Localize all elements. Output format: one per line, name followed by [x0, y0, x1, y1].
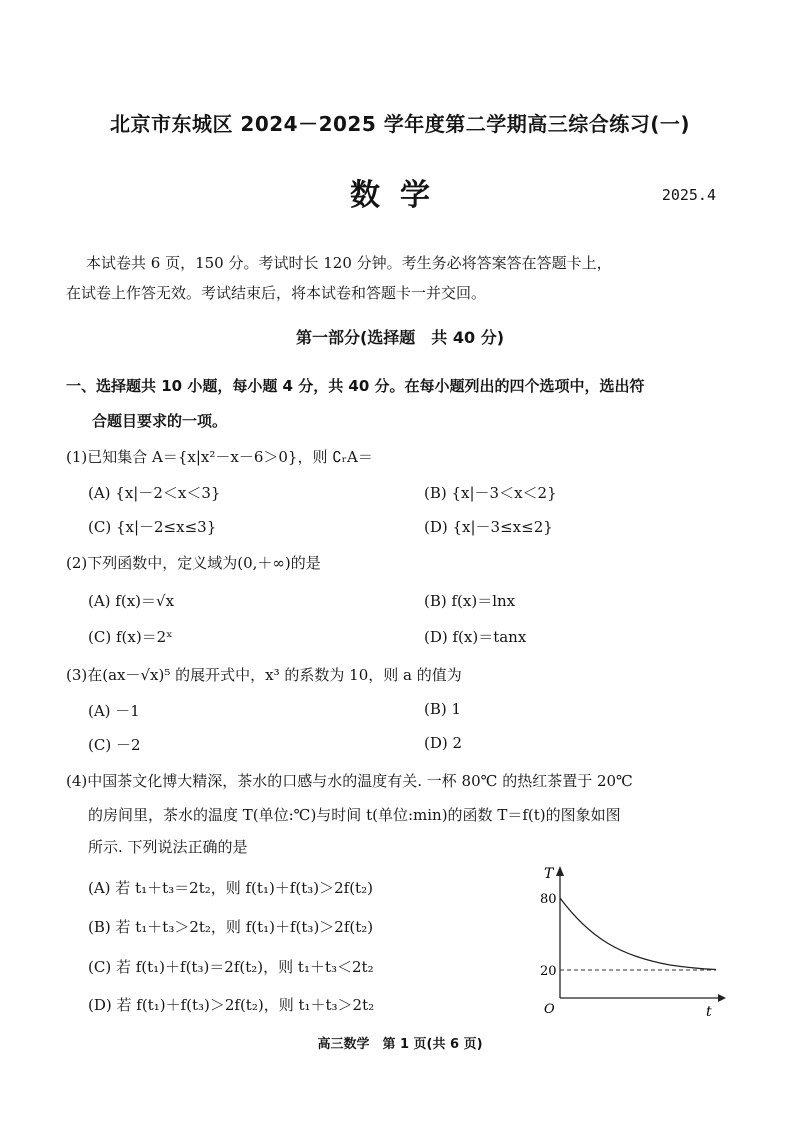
q1-option-a: (A) {x|－2＜x＜3}: [88, 484, 221, 502]
q2-option-d: (D) f(x)＝tanx: [424, 628, 527, 646]
q1-stem: (1)已知集合 A＝{x|x²－x－6＞0}，则 ∁ᵣA＝: [66, 448, 373, 466]
subject-title: 数学: [350, 178, 450, 213]
q4-stem-line-2: 的房间里，茶水的温度 T(单位:℃)与时间 t(单位:min)的函数 T＝f(t)的图象如图: [88, 806, 621, 824]
y-axis-arrow-icon: [556, 866, 564, 876]
q1-option-b: (B) {x|－3＜x＜2}: [424, 484, 557, 502]
q3-option-d: (D) 2: [424, 734, 463, 752]
q2-option-a: (A) f(x)＝√x: [88, 592, 175, 610]
q2-option-b: (B) f(x)＝lnx: [424, 592, 516, 610]
y-axis-label: T: [544, 866, 554, 882]
exam-title: 北京市东城区 2024－2025 学年度第二学期高三综合练习(一): [109, 112, 691, 136]
cooling-curve: [560, 898, 716, 970]
origin-label: O: [544, 1002, 555, 1017]
q3-option-b: (B) 1: [424, 700, 462, 718]
q4-option-c: (C) 若 f(t₁)＋f(t₃)＝2f(t₂)，则 t₁＋t₃＜2t₂: [88, 958, 374, 976]
instruction-line-2: 在试卷上作答无效。考试结束后，将本试卷和答题卡一并交回。: [66, 284, 487, 302]
q3-option-a: (A) －1: [88, 702, 140, 720]
tick-label-20: 20: [540, 964, 557, 979]
q4-stem-line-3: 所示. 下列说法正确的是: [88, 838, 248, 856]
q2-option-c: (C) f(x)＝2ˣ: [88, 628, 173, 646]
page-footer: 高三数学 第 1 页(共 6 页): [317, 1037, 483, 1052]
exam-date: 2025.4: [661, 186, 716, 204]
q3-option-c: (C) －2: [88, 736, 141, 754]
part1-title: 第一部分(选择题 共 40 分): [295, 328, 505, 347]
cooling-curve-graph: [520, 858, 730, 1028]
q4-stem-line-1: (4)中国茶文化博大精深，茶水的口感与水的温度有关. 一杯 80℃ 的热红茶置于 20℃: [66, 772, 633, 790]
q1-option-c: (C) {x|－2≤x≤3}: [88, 518, 217, 536]
instruction-line-1: 本试卷共 6 页，150 分。考试时长 120 分钟。考生务必将答案答在答题卡上，: [86, 254, 612, 272]
q2-stem: (2)下列函数中，定义域为(0,＋∞)的是: [66, 554, 321, 572]
q4-option-b: (B) 若 t₁＋t₃＞2t₂，则 f(t₁)＋f(t₃)＞2f(t₂): [88, 918, 374, 936]
q4-option-a: (A) 若 t₁＋t₃＝2t₂，则 f(t₁)＋f(t₃)＞2f(t₂): [88, 879, 373, 897]
x-axis-label: t: [706, 1004, 712, 1020]
section-heading-line-2: 合题目要求的一项。: [92, 412, 228, 430]
q1-option-d: (D) {x|－3≤x≤2}: [424, 518, 553, 536]
tick-label-80: 80: [540, 892, 557, 907]
section-heading-line-1: 一、选择题共 10 小题，每小题 4 分，共 40 分。在每小题列出的四个选项中，选出符: [66, 377, 645, 395]
q3-stem: (3)在(ax－√x)⁵ 的展开式中，x³ 的系数为 10，则 a 的值为: [66, 666, 462, 684]
x-axis-arrow-icon: [718, 994, 726, 1002]
q4-option-d: (D) 若 f(t₁)＋f(t₃)＞2f(t₂)，则 t₁＋t₃＞2t₂: [88, 996, 375, 1014]
